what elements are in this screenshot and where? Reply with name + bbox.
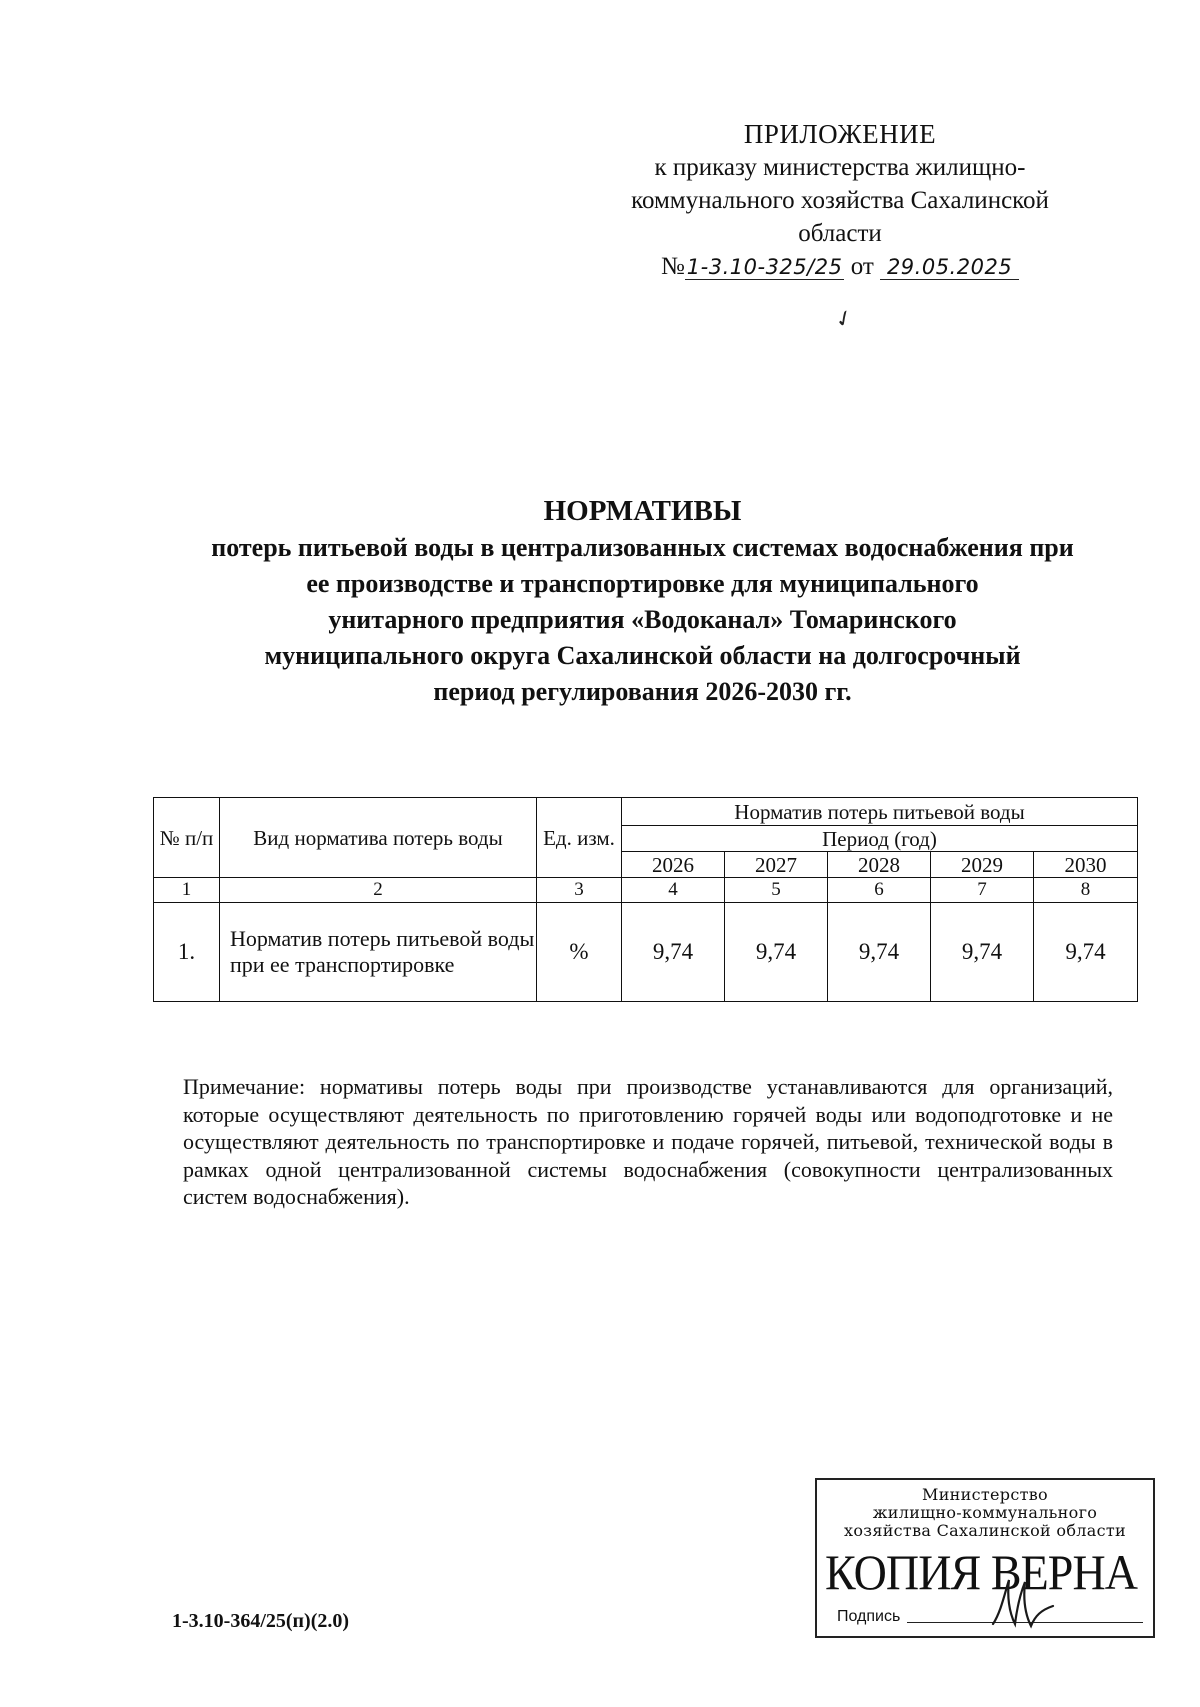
title-line-3: унитарного предприятия «Водоканал» Томаринского (328, 605, 957, 634)
appendix-line-2: коммунального хозяйства Сахалинской (631, 187, 1049, 214)
header-group: Норматив потерь питьевой воды (622, 798, 1138, 826)
certification-stamp (815, 1478, 1155, 1638)
header-year: 2029 (931, 852, 1034, 878)
column-number: 4 (622, 878, 725, 903)
header-type: Вид норматива потерь воды (220, 798, 537, 878)
appendix-header (570, 118, 1110, 283)
appendix-line-3: области (798, 220, 882, 247)
header-year: 2026 (622, 852, 725, 878)
document-code: 1-3.10-364/25(п)(2.0) (172, 1610, 350, 1632)
header-year: 2027 (725, 852, 828, 878)
column-number: 2 (220, 878, 537, 903)
column-number: 3 (537, 878, 622, 903)
row-type: Норматив потерь питьевой воды при ее транспортировке (220, 903, 537, 1002)
appendix-title: ПРИЛОЖЕНИЕ (743, 119, 937, 149)
title-main: НОРМАТИВЫ (543, 495, 742, 527)
norms-table (153, 797, 1138, 1002)
title-line-1: потерь питьевой воды в централизованных системах водоснабжения при (211, 533, 1074, 562)
pen-mark: ✓ (830, 303, 858, 334)
order-date: 29.05.2025 (880, 255, 1019, 280)
appendix-line-1: к приказу министерства жилищно- (654, 154, 1026, 181)
header-year: 2028 (828, 852, 931, 878)
table-header-row (154, 798, 1138, 826)
row-value-2028: 9,74 (828, 903, 931, 1002)
stamp-org-line-3: хозяйства Сахалинской области (844, 1521, 1126, 1540)
signature-label: Подпись (837, 1608, 901, 1625)
title-line-5: период регулирования 2026-2030 гг. (433, 677, 852, 706)
column-number: 6 (828, 878, 931, 903)
row-value-2029: 9,74 (931, 903, 1034, 1002)
column-number: 8 (1034, 878, 1138, 903)
stamp-copy-text: КОПИЯ ВЕРНА (825, 1544, 1138, 1600)
order-number: 1-3.10-325/25 (686, 255, 843, 279)
title-subtitle (150, 530, 1135, 710)
note-paragraph: Примечание: нормативы потерь воды при производстве устанавливаются для организаций, которые осуществляют деятельность по приготовлению горячей воды или водоподготовке и не осуществляют деятельность по транспортировке и подаче горячей, питьевой, технической воды в рамках одной централизованной системы водоснабжения (совокупности централизованных систем водоснабжения). (183, 1074, 1113, 1209)
order-date-prefix: от (850, 253, 874, 280)
row-value-2027: 9,74 (725, 903, 828, 1002)
signature-icon (987, 1572, 1057, 1634)
row-value-2026: 9,74 (622, 903, 725, 1002)
order-reference (570, 250, 1110, 283)
row-num: 1. (154, 903, 220, 1002)
title-line-2: ее производстве и транспортировке для муниципального (306, 569, 979, 598)
column-numbers-row (154, 878, 1138, 903)
column-number: 5 (725, 878, 828, 903)
header-period: Период (год) (622, 826, 1138, 852)
stamp-org-line-2: жилищно-коммунального (872, 1503, 1098, 1522)
order-number-prefix: № (660, 253, 685, 280)
stamp-org-line-1: Министерство (922, 1485, 1048, 1504)
row-unit: % (537, 903, 622, 1002)
header-year: 2030 (1034, 852, 1138, 878)
title-line-4: муниципального округа Сахалинской области на долгосрочный (264, 641, 1021, 670)
stamp-organization (817, 1486, 1153, 1540)
document-title (150, 492, 1135, 710)
table-row (154, 903, 1138, 1002)
header-num: № п/п (154, 798, 220, 878)
column-number: 1 (154, 878, 220, 903)
row-value-2030: 9,74 (1034, 903, 1138, 1002)
column-number: 7 (931, 878, 1034, 903)
header-unit: Ед. изм. (537, 798, 622, 878)
